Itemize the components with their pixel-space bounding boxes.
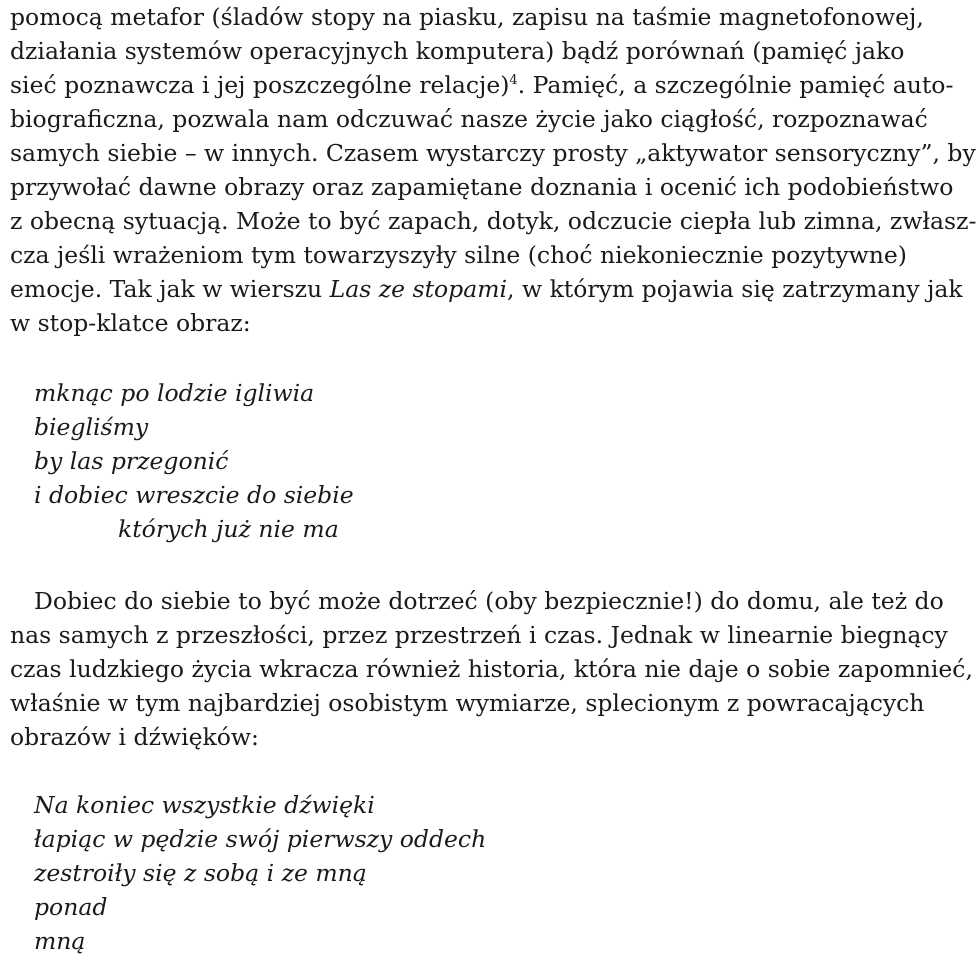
footnote-reference: 4 bbox=[509, 73, 518, 89]
poem-line: by las przegonić bbox=[34, 447, 229, 475]
poem-line: ponad bbox=[34, 893, 108, 921]
poem-line: łapiąc w pędzie swój pierwszy oddech bbox=[34, 825, 487, 853]
text-segment: , w którym pojawia się zatrzymany jak bbox=[507, 275, 963, 303]
text-line: działania systemów operacyjnych komputera) bądź porównań (pamięć jako bbox=[10, 37, 905, 65]
poem-title: Las ze stopami bbox=[329, 275, 508, 303]
text-line: samych siebie – w innych. Czasem wystarczy prosty „aktywator sensoryczny”, by bbox=[10, 139, 976, 167]
text-line bbox=[10, 272, 963, 306]
poem-line: biegliśmy bbox=[34, 413, 149, 441]
text-line: przywołać dawne obrazy oraz zapamiętane doznania i ocenić ich podobieństwo bbox=[10, 173, 954, 201]
text-line: czas ludzkiego życia wkracza również historia, która nie daje o sobie zapomnieć, bbox=[10, 655, 973, 683]
text-line: pomocą metafor (śladów stopy na piasku, zapisu na taśmie magnetofonowej, bbox=[10, 3, 924, 31]
text-line: z obecną sytuacją. Może to być zapach, dotyk, odczucie ciepła lub zimna, zwłasz- bbox=[10, 207, 976, 235]
text-line: biograficzna, pozwala nam odczuwać nasze życie jako ciągłość, rozpoznawać bbox=[10, 105, 928, 133]
text-line bbox=[10, 68, 954, 102]
text-line: Dobiec do siebie to być może dotrzeć (oby bezpiecznie!) do domu, ale też do bbox=[34, 587, 944, 615]
poem-line: i dobiec wreszcie do siebie bbox=[34, 481, 354, 509]
poem-line: mknąc po lodzie igliwia bbox=[34, 379, 315, 407]
poem-line: których już nie ma bbox=[118, 515, 339, 543]
poem-line: Na koniec wszystkie dźwięki bbox=[34, 791, 375, 819]
text-line: cza jeśli wrażeniom tym towarzyszyły silne (choć niekoniecznie pozytywne) bbox=[10, 241, 907, 269]
text-segment: emocje. Tak jak w wierszu bbox=[10, 275, 330, 303]
text-line: obrazów i dźwięków: bbox=[10, 723, 259, 751]
text-segment: . Pamięć, a szczególnie pamięć auto- bbox=[517, 71, 954, 99]
poem-line: zestroiły się z sobą i ze mną bbox=[34, 859, 367, 887]
text-line: nas samych z przeszłości, przez przestrzeń i czas. Jednak w linearnie biegnący bbox=[10, 621, 948, 649]
poem-line: mną bbox=[34, 927, 86, 955]
text-line: w stop-klatce obraz: bbox=[10, 309, 251, 337]
text-segment: sieć poznawcza i jej poszczególne relacje) bbox=[10, 71, 510, 99]
text-line: właśnie w tym najbardziej osobistym wymiarze, splecionym z powracających bbox=[10, 689, 925, 717]
